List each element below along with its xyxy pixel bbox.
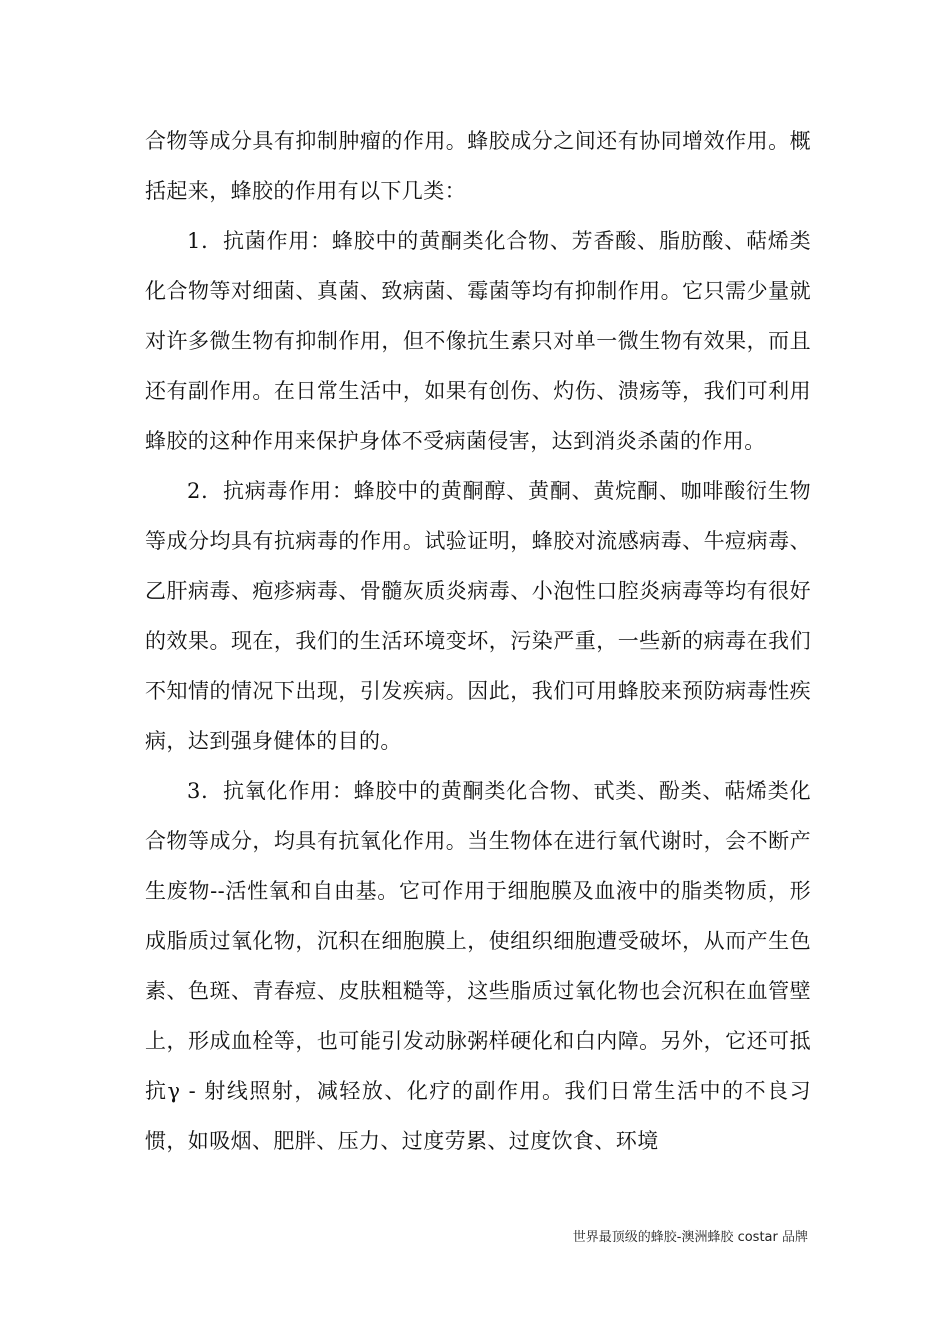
paragraph-antibacterial: 1．抗菌作用：蜂胶中的黄酮类化合物、芳香酸、脂肪酸、萜烯类化合物等对细菌、真菌、致病菌、霉菌等均有抑制作用。它只需少量就对许多微生物有抑制作用，但不像抗生素只对单一微生物有效果，而且还有副作用。在日常生活中，如果有创伤、灼伤、溃疡等，我们可利用蜂胶的这种作用来保护身体不受病菌侵害，达到消炎杀菌的作用。 — [145, 229, 811, 453]
paragraph-antiviral: 2．抗病毒作用：蜂胶中的黄酮醇、黄酮、黄烷酮、咖啡酸衍生物等成分均具有抗病毒的作用。试验证明，蜂胶对流感病毒、牛痘病毒、乙肝病毒、疱疹病毒、骨髓灰质炎病毒、小泡性口腔炎病毒等均有很好的效果。现在，我们的生活环境变坏，污染严重，一些新的病毒在我们不知情的情况下出现，引发疾病。因此，我们可用蜂胶来预防病毒性疾病，达到强身健体的目的。 — [145, 479, 811, 753]
document-body — [145, 116, 811, 1166]
paragraph-antioxidant: 3．抗氧化作用：蜂胶中的黄酮类化合物、甙类、酚类、萜烯类化合物等成分，均具有抗氧化作用。当生物体在进行氧代谢时，会不断产生废物--活性氧和自由基。它可作用于细胞膜及血液中的脂类物质，形成脂质过氧化物，沉积在细胞膜上，使组织细胞遭受破坏，从而产生色素、色斑、青春痘、皮肤粗糙等，这些脂质过氧化物也会沉积在血管壁上，形成血栓等，也可能引发动脉粥样硬化和白内障。另外，它还可抵抗γ - 射线照射，减轻放、化疗的副作用。我们日常生活中的不良习惯，如吸烟、肥胖、压力、过度劳累、过度饮食、环境 — [145, 779, 811, 1153]
page-footer: 世界最顶级的蜂胶-澳洲蜂胶 costar 品牌 — [572, 1230, 808, 1245]
paragraph-intro: 合物等成分具有抑制肿瘤的作用。蜂胶成分之间还有协同增效作用。概括起来，蜂胶的作用有以下几类： — [145, 129, 811, 203]
